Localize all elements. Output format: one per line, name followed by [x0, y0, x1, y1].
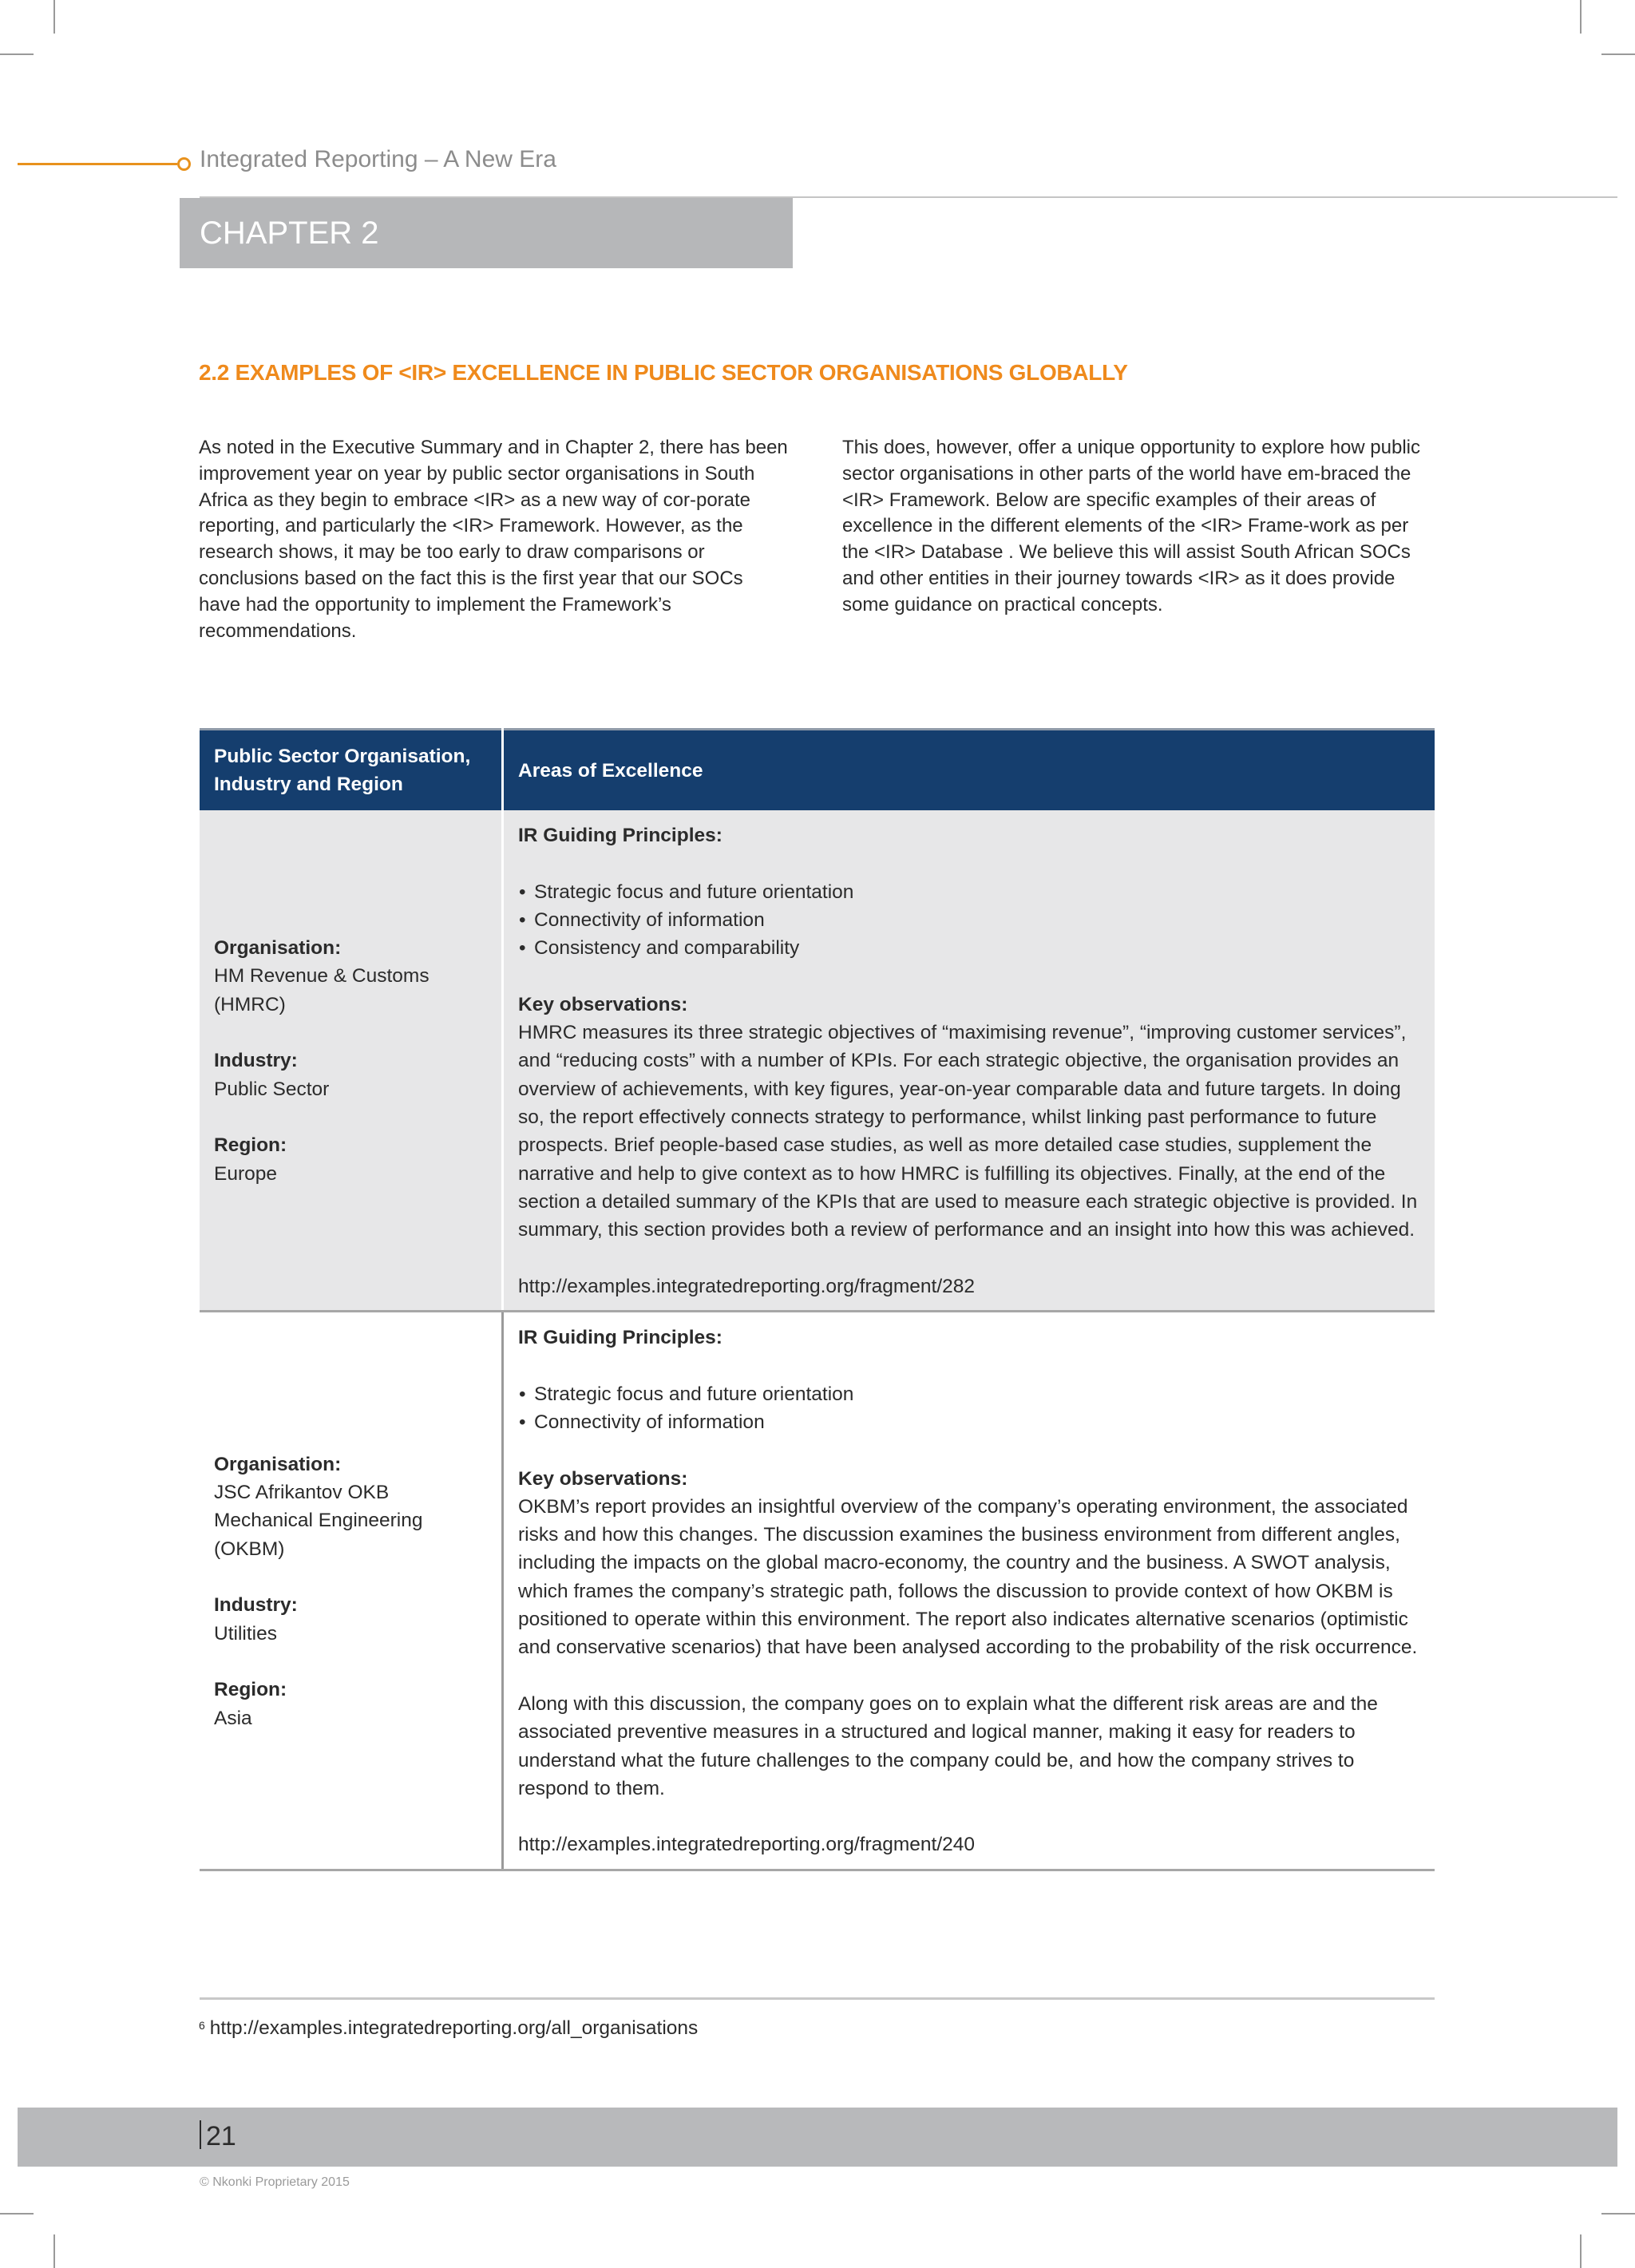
copyright: © Nkonki Proprietary 2015 [200, 2175, 350, 2189]
table-header-row [200, 730, 1435, 811]
page-number-value: 21 [206, 2121, 236, 2151]
fragment-link[interactable]: http://examples.integratedreporting.org/fragment/282 [518, 1275, 976, 1297]
list-item: • Connectivity of information [518, 906, 1420, 934]
page-number [200, 2120, 236, 2152]
crop-mark [1580, 2234, 1582, 2268]
table-row [200, 810, 1435, 1312]
industry-value: Utilities [214, 1622, 277, 1645]
org-name-line: Mechanical Engineering [214, 1510, 423, 1532]
crop-mark [1601, 53, 1635, 55]
org-cell [200, 810, 503, 1312]
col-header-excellence: Areas of Excellence [503, 730, 1435, 811]
region-label: Region: [214, 1134, 287, 1157]
section-heading: 2.2 EXAMPLES OF <IR> EXCELLENCE IN PUBLIC SECTOR ORGANISATIONS GLOBALLY [199, 360, 1128, 385]
principles-list [518, 878, 1420, 963]
observations-text: Along with this discussion, the company goes on to explain what the different risk areas are and the associated preventive measures in a structured and logical manner, making it easy for readers to understand what the future challenges to the company could be, and how the company strives to respond to them. [518, 1692, 1378, 1799]
list-item: • Connectivity of information [518, 1408, 1420, 1436]
crop-mark [0, 2213, 34, 2215]
excellence-cell [503, 810, 1435, 1312]
principles-list [518, 1380, 1420, 1437]
crop-mark [0, 53, 34, 55]
industry-label: Industry: [214, 1050, 298, 1072]
list-item: • Strategic focus and future orientation [518, 1380, 1420, 1408]
excellence-table [200, 728, 1435, 1871]
industry-value: Public Sector [214, 1078, 330, 1100]
org-name-line: (HMRC) [214, 993, 286, 1015]
crop-mark [1580, 0, 1582, 34]
footnote-marker: 6 [199, 2019, 205, 2032]
fragment-link[interactable]: http://examples.integratedreporting.org/fragment/240 [518, 1834, 976, 1856]
org-name-line: HM Revenue & Customs [214, 965, 430, 988]
region-value: Asia [214, 1707, 252, 1729]
col-header-organisation: Public Sector Organisation, Industry and Region [200, 730, 503, 811]
org-label: Organisation: [214, 1453, 342, 1475]
footnote-rule [200, 1997, 1435, 2000]
header-circle-icon [177, 157, 191, 171]
crop-mark [53, 2234, 55, 2268]
org-name-line: (OKBM) [214, 1538, 285, 1560]
observations-label: Key observations: [518, 1467, 688, 1490]
crop-mark [53, 0, 55, 34]
observations-text: OKBM’s report provides an insightful overview of the company’s operating environment, the associated risks and how this changes. The discussion examines the business environment from different angles, including the impacts on the global macro-economy, the country and the business. A SWOT analysis, which frames the company’s strategic path, follows the discussion to provide context of how OKBM is positioned to operate within this environment. The report also indicates alternative scenarios (optimistic and conservative scenarios) that have been analysed according to the probability of the risk occurrence. [518, 1495, 1418, 1659]
footnote-link[interactable]: http://examples.integratedreporting.org/all_organisations [209, 2017, 699, 2039]
org-cell [200, 1312, 503, 1870]
observations-label: Key observations: [518, 993, 688, 1015]
list-item: • Strategic focus and future orientation [518, 878, 1420, 906]
org-name-line: JSC Afrikantov OKB [214, 1482, 390, 1504]
list-item: • Consistency and comparability [518, 934, 1420, 962]
chapter-banner [180, 198, 793, 268]
crop-mark [1601, 2213, 1635, 2215]
intro-paragraph-right: This does, however, offer a unique opportunity to explore how public sector organisations in other parts of the world have em-braced the <IR> Framework. Below are specific examples of their areas of excellence in the different elements of the <IR> Frame-work as per the <IR> Database . We believe this will assist South African SOCs and other entities in their journey towards <IR> as it does provide some guidance on practical concepts. [842, 437, 1421, 615]
principles-label: IR Guiding Principles: [518, 825, 722, 846]
footer-bar [18, 2108, 1617, 2167]
excellence-cell [503, 1312, 1435, 1870]
region-value: Europe [214, 1162, 278, 1185]
principles-label: IR Guiding Principles: [518, 1327, 722, 1349]
running-title: Integrated Reporting – A New Era [200, 146, 556, 172]
page-number-divider [200, 2120, 201, 2149]
region-label: Region: [214, 1679, 287, 1701]
table-row [200, 1312, 1435, 1870]
chapter-label: CHAPTER 2 [200, 215, 379, 251]
header-orange-rule [18, 163, 177, 165]
footnote [199, 2017, 698, 2040]
org-label: Organisation: [214, 937, 342, 960]
industry-label: Industry: [214, 1594, 298, 1617]
observations-text: HMRC measures its three strategic objectives of “maximising revenue”, “improving customer services”, and “reducing costs” with a number of KPIs. For each strategic objective, the organisation provides an overview of achievements, with key figures, year-on-year comparable data and future targets. In doing so, the report effectively connects strategy to performance, whilst linking past performance to future prospects. Brief people-based case studies, as well as more detailed case studies, supplement the narrative and help to give context as to how HMRC is fulfilling its objectives. Finally, at the end of the section a detailed summary of the KPIs that are used to measure each strategic objective is provided. In summary, this section provides both a review of performance and an insight into how this was achieved. [518, 1022, 1418, 1241]
intro-paragraph-left: As noted in the Executive Summary and in Chapter 2, there has been improvement year on year by public sector organisations in South Africa as they begin to embrace <IR> as a new way of cor-porate reporting, and particularly the <IR> Framework. However, as the research shows, it may be too early to draw comparisons or conclusions based on the fact this is the first year that our SOCs have had the opportunity to implement the Framework’s recommendations. [199, 437, 788, 642]
